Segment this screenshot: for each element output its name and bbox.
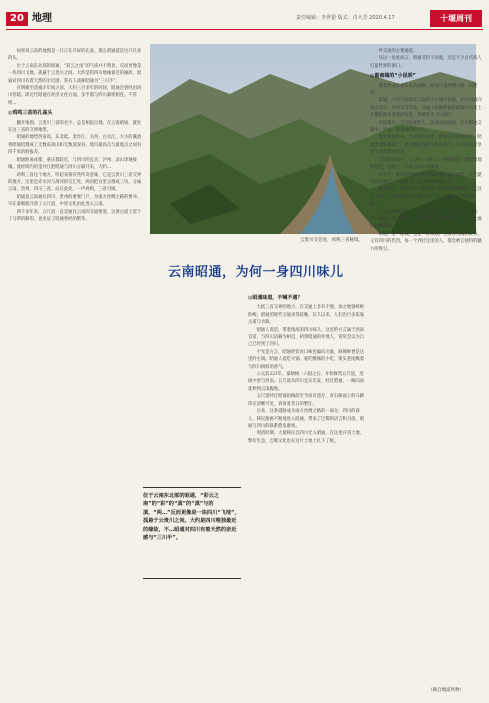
paragraph: 两千多年来，五尺道一直是通往云南的交通要道，这条古道上留下了马帮的蹄印，也见证了昭通曾经的繁华。 bbox=[8, 209, 142, 222]
paragraph: 在今天，昭通的老城区仍旧保留着许多古建筑，这些建筑风格融合了各地特点，见证着昭通的历史。 bbox=[370, 172, 482, 185]
paragraph: 翻开地图，云贵川三省的名字，总是相依出现。在云南昭通，就处在这三省的交界地带。 bbox=[8, 120, 142, 134]
paragraph: 昭通是云南通往四川、贵州的重要门户，为南方丝绸之路的要冲。早在秦朝就开凿了五尺道，中原文化由此进入云南。 bbox=[8, 194, 142, 208]
paragraph: 昭通距离成都、重庆都较近，与四川的宜宾、泸州、凉山等地接壤。流经境内的金沙江把昭通与四川分隔开来，大约… bbox=[8, 157, 137, 171]
subheading: ◎鸡鸣三省的孔雀头 bbox=[8, 110, 53, 117]
paragraph: 大抵三省交界的地方，在交通上多有不便。加之地貌崎岖险峻，昭通的现代交通来得较晚，长久以来，人们出行多依靠古道与水路。 bbox=[248, 305, 364, 326]
header-rule bbox=[6, 29, 483, 30]
paragraph: 从这一角度而言，昭通非但不闭塞，还是不少古代商人打量世界的窗口。 bbox=[370, 56, 482, 69]
paragraph: 昭通人说话，带着浓浓的四川味儿。这里的方言属于西南官话，与四川话颇为相近，初到昭通的外地人，常常会以为自己已经到了四川。 bbox=[248, 327, 364, 348]
paragraph: 昭通的地势西南高，东北低。金沙江、关河、白水江、大小的溪流将昭通切割成了无数座高山和无数道深谷。境内最高点与最低点之间有四千米的海拔差。 bbox=[8, 135, 142, 156]
paragraph: 随着商业贸易往来的频繁，昭通与南丝绸之路一同繁荣。 bbox=[370, 83, 478, 97]
column-left bbox=[8, 48, 144, 698]
photo-caption: 云贵川交会处，鸡鸣三省秘境。 bbox=[300, 238, 363, 243]
paragraph: 公元前221年，秦朝统一六国之后，开始修筑五尺道，连接中原与西南。五尺道从四川宜宾出发，经过昭通，一路向南延伸到云南腹地。 bbox=[248, 372, 364, 392]
subheading: ◎最南端的“小昆明” bbox=[370, 73, 416, 80]
paragraph: 不同地区、不同民族的人，选择留在昭通，在不断地交融中，形成了昭通独特的文化。 bbox=[370, 120, 482, 134]
paragraph: 鸡鸣三省这个地方，听起来很有些传奇意味，它是云贵川三省交界的地方。这里是赤水河与渭河的交汇处，两河把这里分割成三块，分属云南、贵州、四川三省。站在此处，一声鸡鸣，三省可闻。 bbox=[8, 172, 142, 193]
paragraph: 位于云南东北部的昭通，“彩云之南”的气质并不明显，反而更像是一块四川飞地，孤悬于云贵川之间。大约是和四川地缘靠近的缘故，昭通对四川有着天然的亲近感，常有人戏称昭通为“三川半”。 bbox=[8, 63, 142, 84]
paragraph: 在明朝至清雍正年间之前，大约三百多年的时间，昭通还曾经由四川管辖。即近代昭通在经济文化方面，多半都与四川紧密相连。不管明… bbox=[8, 86, 142, 106]
section-title: 地理 bbox=[32, 13, 52, 24]
publication-brand: 十堰周刊 bbox=[430, 10, 482, 27]
column-middle-right bbox=[248, 292, 364, 686]
pull-quote: 位于云南东北部的昭通，“彩云之南”的“彩”的“滇”的“滇”与的滇，“两…”反而更像是一块四川“飞地”，孤悬于云贵川之间。大约是四川唯独最近的缘故，不…昭通对四川有着天然的亲近感与“三川半”。 bbox=[143, 487, 241, 579]
article-title: 云南昭通，为何一身四川味儿 bbox=[168, 265, 344, 280]
paragraph: 不光是方言，昭通的饮食口味也偏向川渝，麻辣鲜香是这里的主调。昭通人爱吃火锅、爱吃酸辣的小吃，街头巷尾飘着与四川相似的香气。 bbox=[248, 349, 364, 370]
column-right bbox=[370, 48, 482, 684]
source-credit: （摘自地道风物） bbox=[428, 688, 464, 693]
editor-meta: 责任编辑：李世银 版式：肖大芳 2020.4.17 bbox=[296, 15, 395, 21]
paragraph: 每到黄昏时分，当夕阳的余光，将城市的屋顶染红，昭通老城的街道上，便会飘起各种小吃的香气，人们在这里享受生活的悠闲时光。 bbox=[370, 135, 482, 156]
subheading: ◎昭通味道，不喊不通？ bbox=[248, 295, 303, 301]
paragraph: 后来，这条道路成为南方丝绸之路的一部分，四川的商人、移民源源不断地进入昭通，带来了巴蜀的语言和习俗，昭通与四川的联系愈发紧密。 bbox=[248, 409, 364, 429]
paragraph: 在这些饮食中，“云南十八怪”之一的昭通酱，便是当地的特色，它融合了云南与四川的味道。 bbox=[370, 157, 482, 171]
paragraph: 如果说云南的地图是一只正在开屏的孔雀，那么昭通就是这只孔雀的头。 bbox=[8, 49, 142, 62]
page-header bbox=[0, 0, 489, 34]
paragraph: 外交流的主要通道。 bbox=[378, 49, 418, 54]
paragraph: 昭通，是一座城，也是一种味道，它既有云南的灵秀，又有四川的热烈，每一个到过这里的人，都会被它独特的魅力所吸引。 bbox=[370, 231, 482, 252]
paragraph: 三省交界的地方，文化多样交融，在饮食上也多有体现。昭通人善于吃辣，也善于吃酸，酸辣之间，是这片土地的独特味道。 bbox=[370, 209, 482, 230]
paragraph: 五尺道经过昭通的路段至今尚有遗存，青石路面上的马蹄印记清晰可见，诉说着昔日的繁忙。 bbox=[248, 394, 364, 407]
paragraph: 明清时期，大量移民自四川迁入昭通，在这里开垦土地、繁衍生息，巴蜀文化也在这片土地上扎下了根。 bbox=[248, 431, 364, 444]
page-number: 20 bbox=[6, 12, 28, 26]
paragraph: 昭通，不仅可以抵达云南的中心城市昆明，还可以通向四川宜宾、贵州毕节等地，交通上的便利使得昭通在历史上长期扮演着重要的角色，曾被誉为“小昆明”。 bbox=[370, 98, 482, 119]
paragraph: 发展至今，昭通已是一座连接云贵川的重要城市，在这片土地上，不同的文化交融共生，孕育出独特的“昭通味道”。 bbox=[370, 187, 482, 208]
